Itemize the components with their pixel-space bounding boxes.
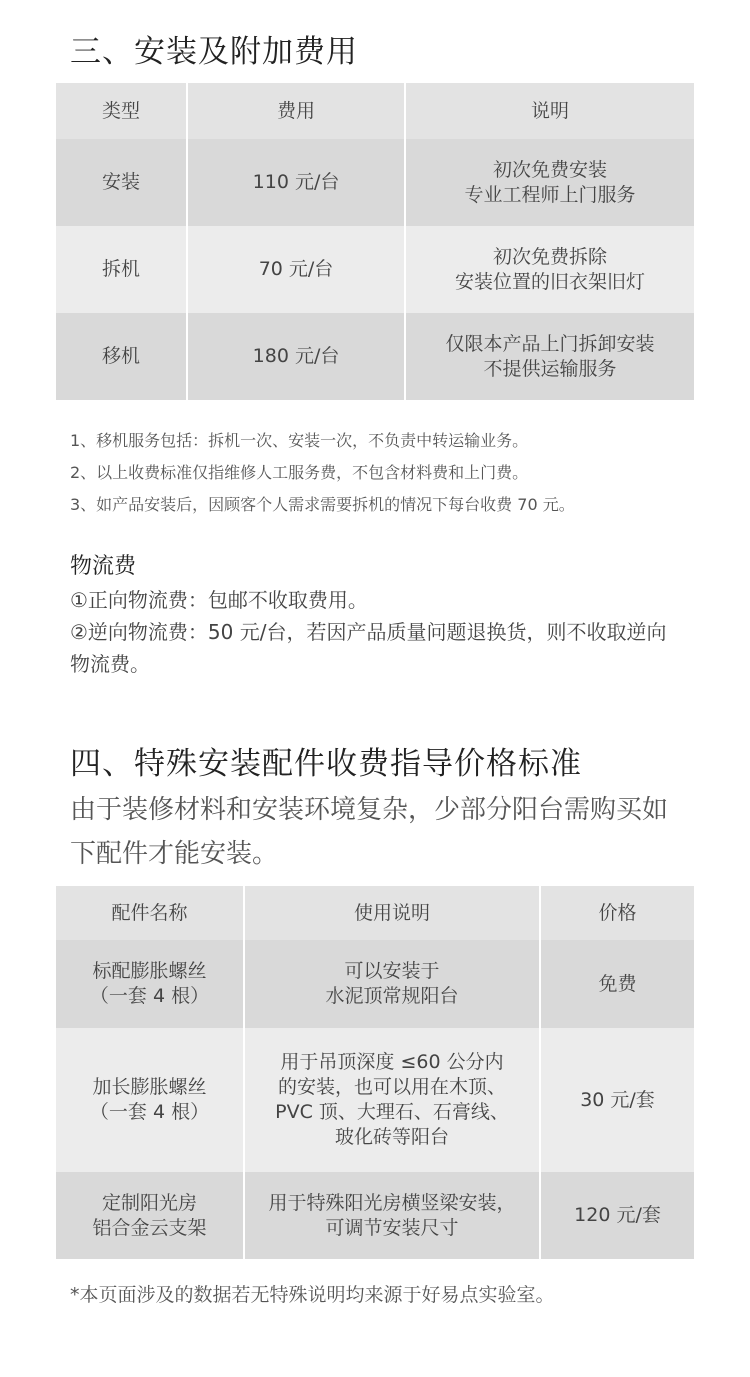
row-fee: 110 元/台 bbox=[187, 139, 405, 226]
row-type: 安装 bbox=[56, 139, 187, 226]
row-usage: 用于特殊阳光房横竖梁安装， 可调节安装尺寸 bbox=[244, 1172, 540, 1259]
row-usage: 用于吊顶深度 ≤60 公分内 的安装，也可以用在木顶、 PVC 顶、大理石、石膏线、 玻化砖等阳台 bbox=[244, 1028, 540, 1172]
row-fee: 70 元/台 bbox=[187, 226, 405, 313]
accessory-price-table bbox=[56, 886, 694, 1259]
row-price: 30 元/套 bbox=[540, 1028, 694, 1172]
section3-title: 三、安装及附加费用 bbox=[70, 34, 358, 70]
table-row bbox=[56, 139, 694, 226]
header-name: 配件名称 bbox=[56, 886, 244, 940]
logistics-line: ②逆向物流费：50 元/台，若因产品质量问题退换货，则不收取逆向物流费。 bbox=[70, 620, 667, 676]
note-item: 1、移机服务包括：拆机一次、安装一次，不负责中转运输业务。 bbox=[70, 431, 529, 450]
row-usage: 可以安装于 水泥顶常规阳台 bbox=[244, 940, 540, 1028]
table-row bbox=[56, 313, 694, 400]
header-desc: 说明 bbox=[405, 83, 694, 139]
header-fee: 费用 bbox=[187, 83, 405, 139]
table-row bbox=[56, 940, 694, 1028]
row-type: 移机 bbox=[56, 313, 187, 400]
row-fee: 180 元/台 bbox=[187, 313, 405, 400]
row-name: 加长膨胀螺丝 （一套 4 根） bbox=[56, 1028, 244, 1172]
note-item: 3、如产品安装后，因顾客个人需求需要拆机的情况下每台收费 70 元。 bbox=[70, 495, 575, 514]
footer-note: *本页面涉及的数据若无特殊说明均来源于好易点实验室。 bbox=[70, 1284, 555, 1306]
row-desc: 初次免费拆除 安装位置的旧衣架旧灯 bbox=[405, 226, 694, 313]
header-usage: 使用说明 bbox=[244, 886, 540, 940]
table-header-row bbox=[56, 83, 694, 139]
table-row bbox=[56, 1028, 694, 1172]
table-row bbox=[56, 1172, 694, 1259]
installation-fee-table bbox=[56, 83, 694, 400]
logistics-line: ①正向物流费：包邮不收取费用。 bbox=[70, 588, 368, 612]
notes-list bbox=[70, 425, 575, 521]
header-type: 类型 bbox=[56, 83, 187, 139]
row-desc: 仅限本产品上门拆卸安装 不提供运输服务 bbox=[405, 313, 694, 400]
section4-intro: 由于装修材料和安装环境复杂，少部分阳台需购买如下配件才能安装。 bbox=[70, 795, 669, 869]
row-price: 120 元/套 bbox=[540, 1172, 694, 1259]
table-header-row bbox=[56, 886, 694, 940]
row-type: 拆机 bbox=[56, 226, 187, 313]
note-item: 2、以上收费标准仅指维修人工服务费，不包含材料费和上门费。 bbox=[70, 463, 529, 482]
row-price: 免费 bbox=[540, 940, 694, 1028]
logistics-title: 物流费 bbox=[70, 554, 137, 579]
row-name: 标配膨胀螺丝 （一套 4 根） bbox=[56, 940, 244, 1028]
row-desc: 初次免费安装 专业工程师上门服务 bbox=[405, 139, 694, 226]
logistics-text bbox=[70, 584, 680, 680]
row-name: 定制阳光房 铝合金云支架 bbox=[56, 1172, 244, 1259]
header-price: 价格 bbox=[540, 886, 694, 940]
table-row bbox=[56, 226, 694, 313]
section4-title: 四、特殊安装配件收费指导价格标准 bbox=[70, 746, 582, 782]
